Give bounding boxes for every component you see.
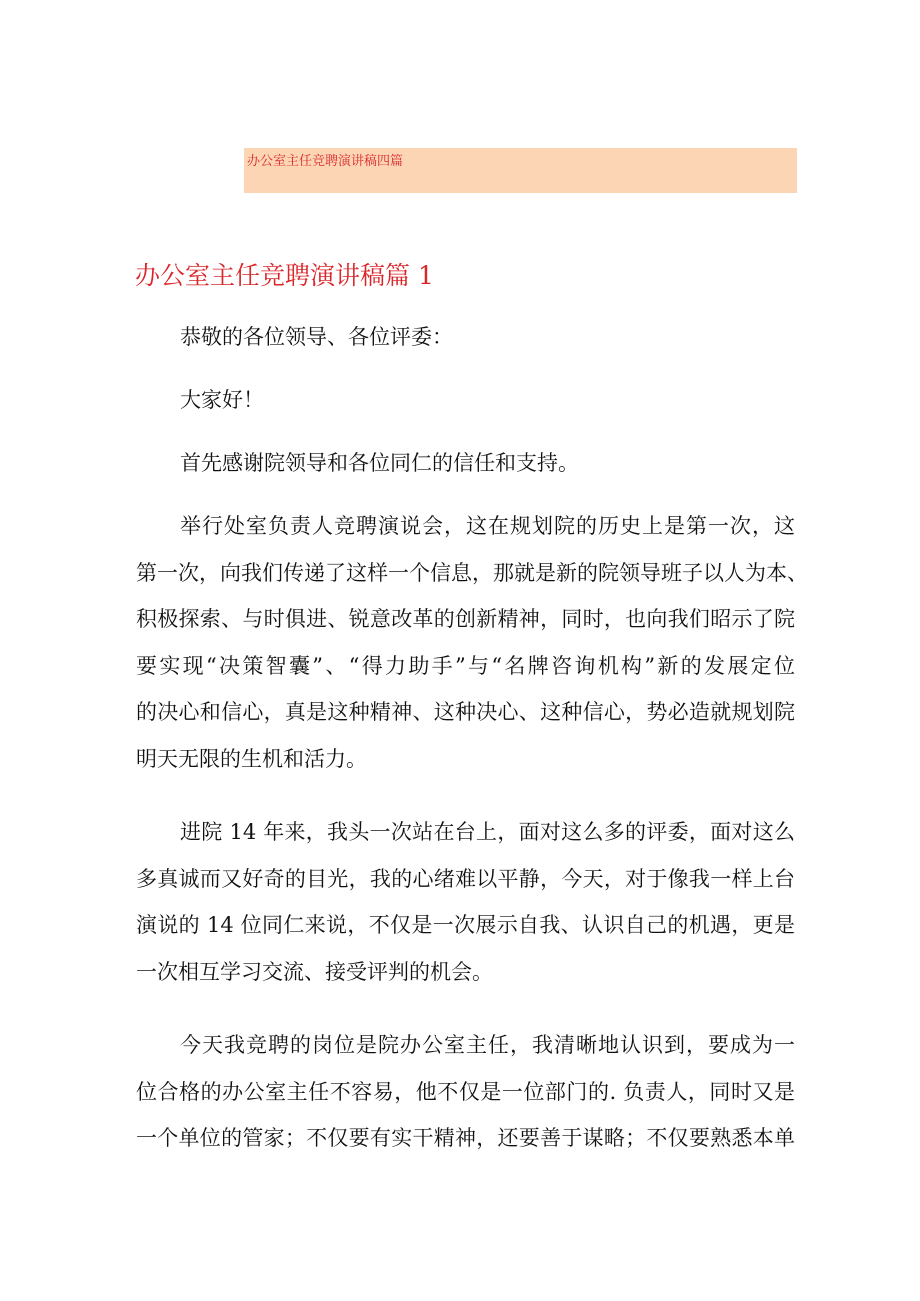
paragraph-line: 明天无限的生机和活力。	[136, 746, 367, 771]
paragraph-line: 第一次，向我们传递了这样一个信息，那就是新的院领导班子以人为本、	[136, 560, 808, 585]
document-title: 办公室主任竞聘演讲稿四篇	[247, 154, 404, 169]
paragraph-line: 进院 14 年来，我头一次站在台上，面对这么多的评委，面对这么	[180, 820, 795, 844]
paragraph-line: 一个单位的管家；不仅要有实干精神，还要善于谋略；不仅要熟悉本单	[136, 1126, 795, 1150]
paragraph-line: 大家好！	[180, 388, 264, 412]
paragraph-line: 一次相互学习交流、接受评判的机会。	[136, 959, 493, 984]
paragraph-line: 恭敬的各位领导、各位评委：	[180, 325, 453, 349]
paragraph-line: 举行处室负责人竞聘演说会，这在规划院的历史上是第一次，这	[180, 514, 795, 538]
paragraph-line: 多真诚而又好奇的目光，我的心绪难以平静，今天，对于像我一样上台	[136, 866, 795, 891]
paragraph-line: 演说的 14 位同仁来说，不仅是一次展示自我、认识自己的机遇，更是	[136, 913, 795, 937]
paragraph-line: 积极探索、与时俱进、锐意改革的创新精神，同时，也向我们昭示了院	[136, 607, 795, 631]
paragraph-line: 首先感谢院领导和各位同仁的信任和支持。	[180, 451, 579, 475]
paragraph-line: 今天我竞聘的岗位是院办公室主任，我清晰地认识到，要成为一	[180, 1033, 795, 1057]
paragraph-line: 位合格的办公室主任不容易，他不仅是一位部门的. 负责人，同时又是	[136, 1079, 795, 1104]
paragraph-line: 要实现“决策智囊”、“得力助手”与“名牌咨询机构”新的发展定位	[136, 653, 795, 678]
section-heading: 办公室主任竞聘演讲稿篇 1	[135, 261, 434, 290]
document-title-banner	[244, 148, 797, 193]
paragraph-line: 的决心和信心，真是这种精神、这种决心、这种信心，势必造就规划院	[136, 700, 795, 724]
